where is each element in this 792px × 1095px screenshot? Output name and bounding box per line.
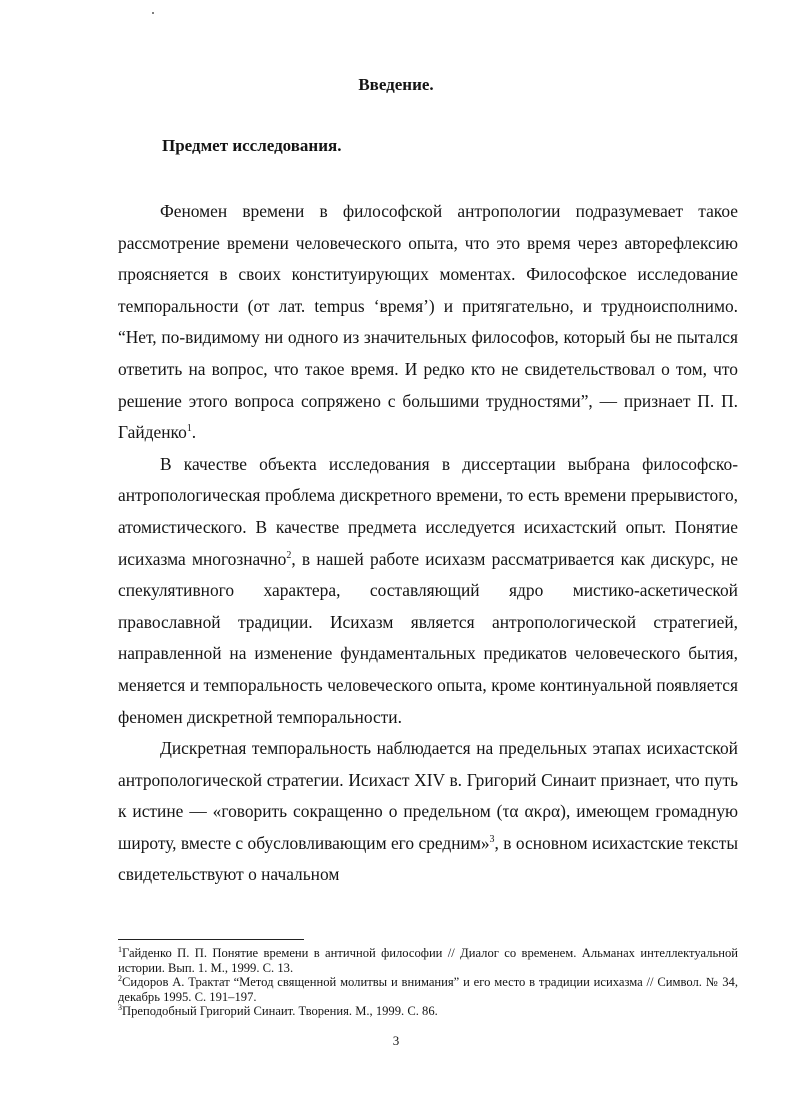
footnote-ref-2: 2 — [286, 549, 292, 561]
footnotes — [118, 946, 738, 1019]
paragraph-2 — [118, 449, 738, 733]
footnote-ref-3: 3 — [489, 834, 495, 846]
footnote-text-1: Гайденко П. П. Понятие времени в античной философии // Диалог со временем. Альманах интеллектуальной истории. Вып. 1. М., 1999. С. 13. — [118, 946, 738, 975]
footnote-number-2: 2 — [118, 974, 122, 983]
footnote-number-1: 1 — [118, 944, 122, 954]
footnote-ref-1: 1 — [186, 423, 192, 435]
footnote-text-3: Преподобный Григорий Синаит. Творения. М., 1999. С. 86. — [122, 1004, 438, 1019]
section-heading: Предмет исследования. — [162, 136, 342, 155]
paragraph-3-text: Дискретная темпоральность наблюдается на предельных этапах исихастской антропологической стратегии. Исихаст XIV в. Григорий Синаит признает, что путь к истине — «говорить сокращенно о предельном (τα ακρα), имеющем громадную широту, вместе с обусловливающим его средним» — [118, 738, 738, 853]
page-title: Введение. — [358, 75, 434, 94]
footnote-1 — [118, 946, 738, 975]
paragraph-2-text: В качестве объекта исследования в диссертации выбрана философско-антропологическая проблема дискретного времени, то есть времени прерывистого, атомистического. В качестве предмета исследуется исихастский опыт. Понятие исихазма многозначно — [118, 453, 738, 569]
footnote-number-3: 3 — [118, 1003, 122, 1013]
paragraph-2-tail: , в нашей работе исихазм рассматривается как дискурс, не спекулятивного характера, составляющий ядро мистико-аскетической православной традиции. Исихазм является антропологической стратегией, направленной на изменение фундаментальных предикатов человеческого бытия, меняется и темпоральность человеческого опыта, кроме континуальной появляется феномен дискретной темпоральности. — [118, 548, 738, 727]
footnote-text-2: Сидоров А. Трактат “Метод священной молитвы и внимания” и его место в традиции исихазма // Символ. № 34, декабрь 1995. С. 191–197. — [118, 975, 738, 1004]
paragraph-1-tail: . — [191, 422, 197, 443]
paragraph-3 — [118, 733, 738, 891]
paragraph-1 — [118, 196, 738, 449]
paragraph-1-text: Феномен времени в философской антропологии подразумевает такое рассмотрение времени человеческого опыта, что это время через авторефлексию проясняется в своих конституирующих моментах. Философское исследование темпоральности (от лат. tempus ‘время’) и притягательно, и трудноисполнимо. “Нет, по-видимому ни одного из значительных философов, который бы не пытался ответить на вопрос, что такое время. И редко кто не свидетельствовал о том, что решение этого вопроса сопряжено с большими трудностями”, — признает П. П. Гайденко — [118, 201, 738, 443]
footnote-3 — [118, 1004, 738, 1019]
footnote-divider — [118, 939, 304, 940]
scan-speck — [152, 12, 154, 14]
paragraph-3-tail: , в основном исихастские тексты свидетельствуют о начальном — [118, 832, 738, 885]
footnote-2 — [118, 975, 738, 1004]
page-number: 3 — [392, 1033, 400, 1048]
body-text — [118, 196, 738, 891]
